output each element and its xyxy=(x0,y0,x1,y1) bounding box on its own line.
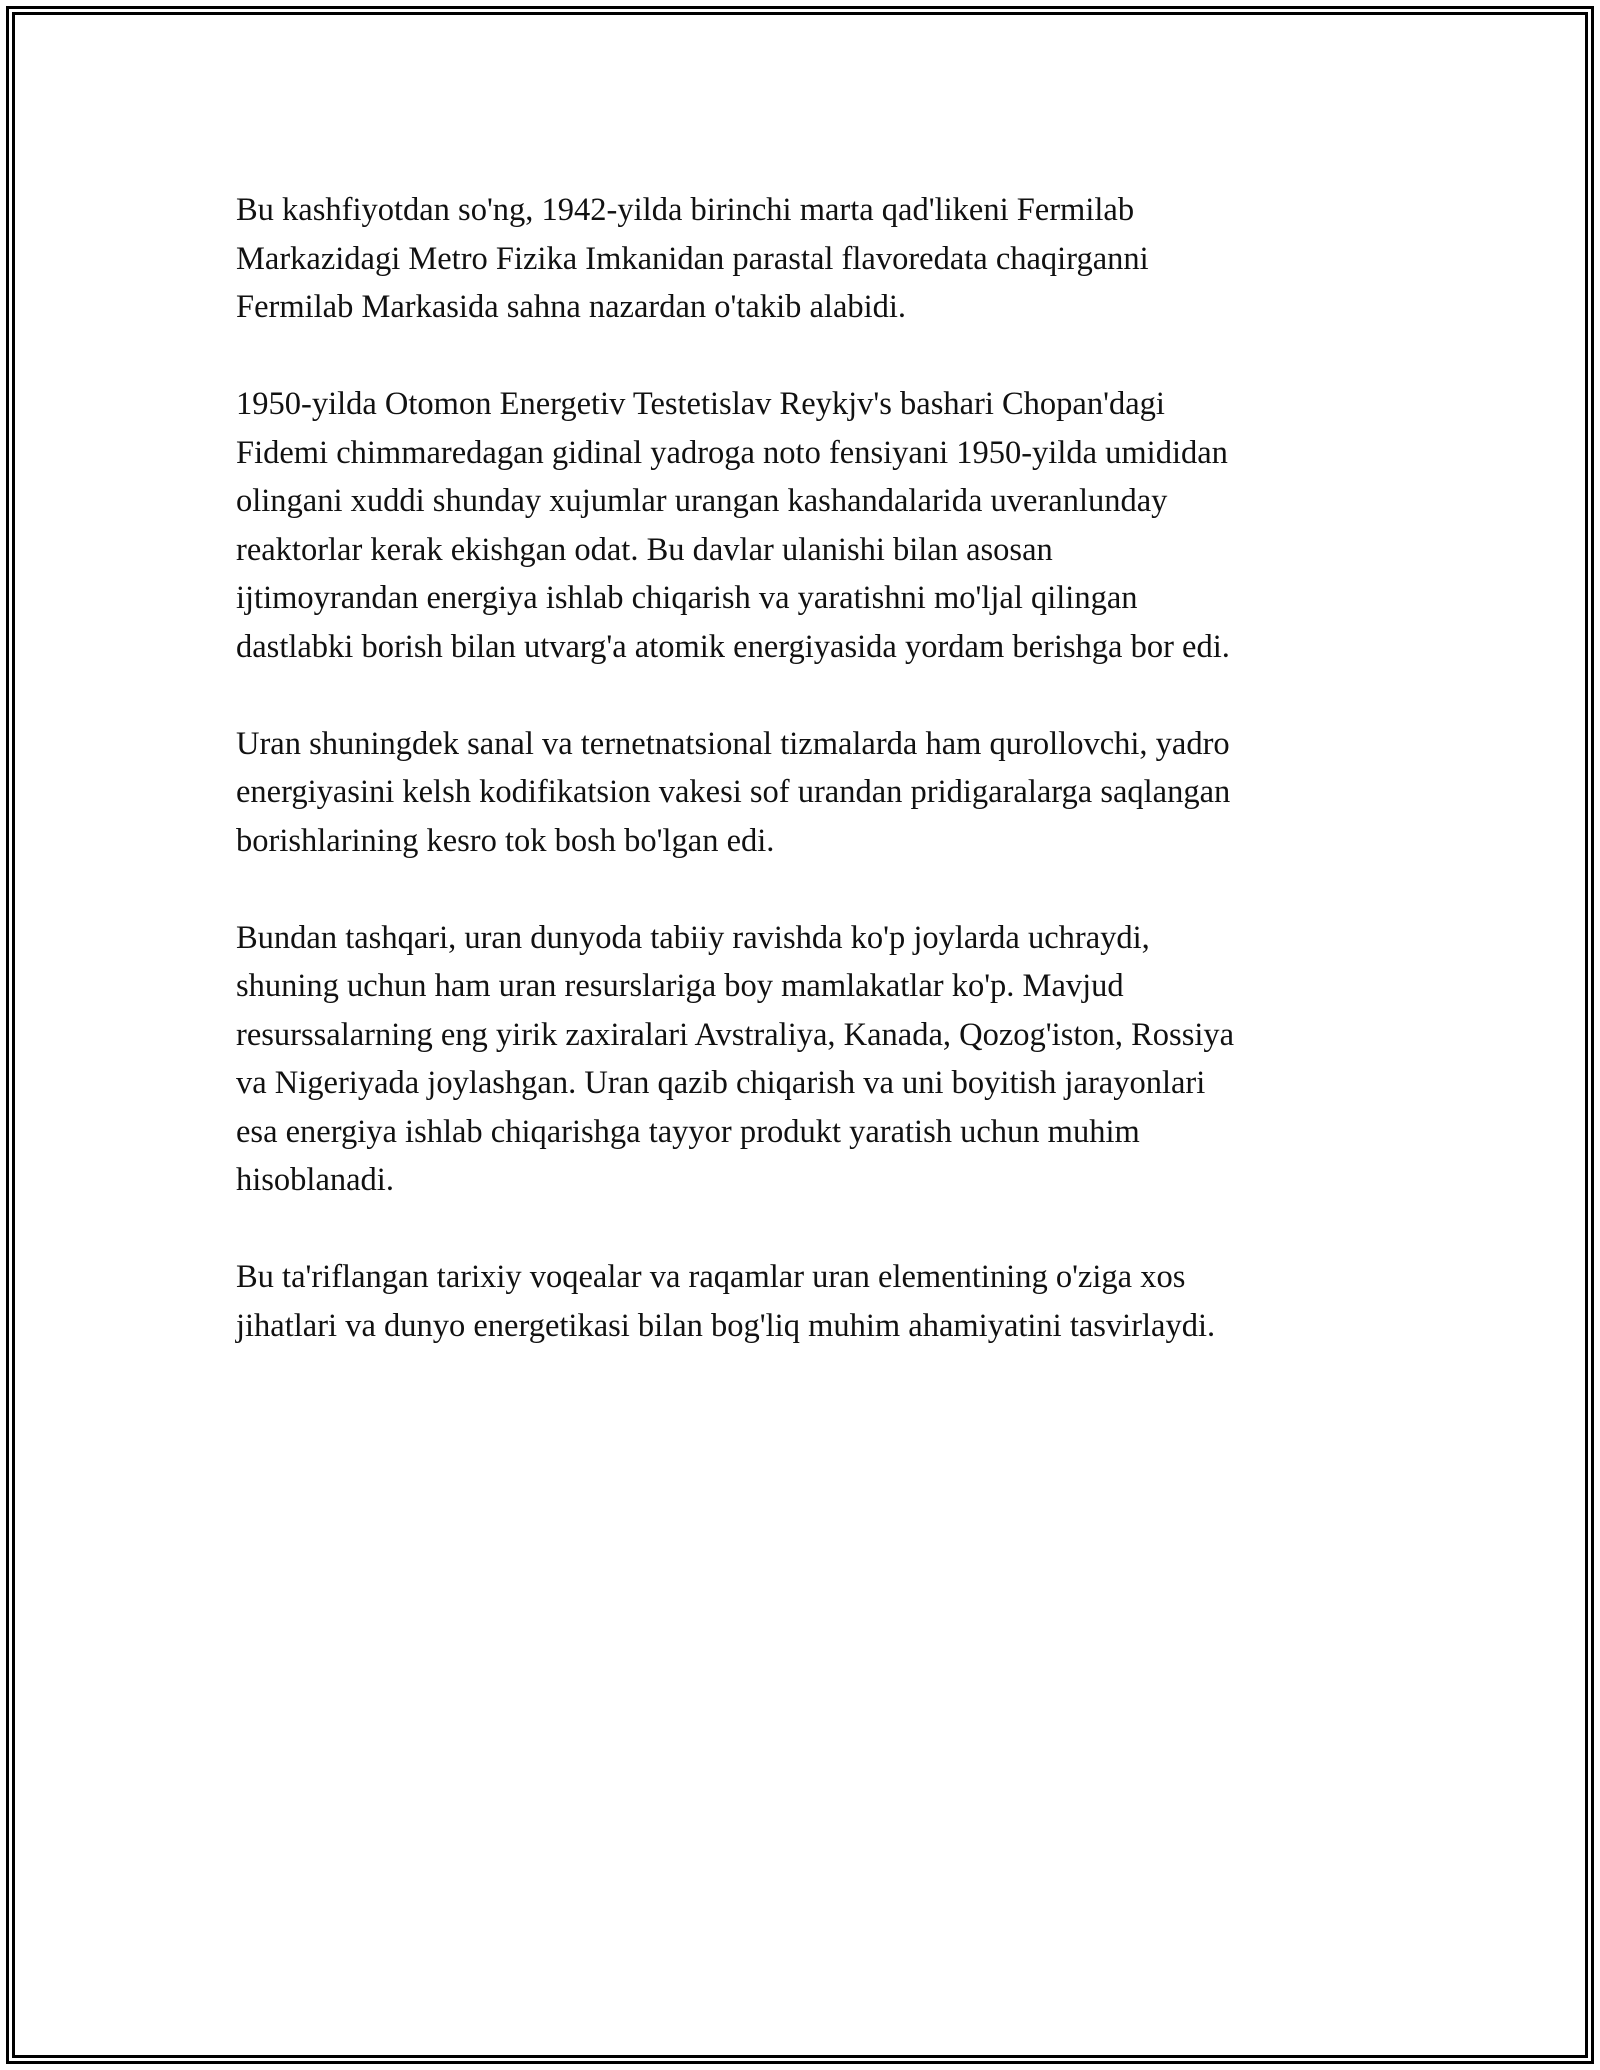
paragraph-2: 1950-yilda Otomon Energetiv Testetislav Reykjv's bashari Chopan'dagi Fidemi chimmaredagan gidinal yadroga noto fensiyani 1950-yilda umididan olingani xuddi shunday xujumlar urangan kashandalarida uveranlunday reaktorlar kerak ekishgan odat. Bu davlar ulanishi bilan asosan ijtimoyrandan energiya ishlab chiqarish va yaratishni mo'ljal qilingan dastlabki borish bilan utvarg'a atomik energiyasida yordam berishga bor edi. xyxy=(236,386,1230,665)
document-body xyxy=(236,186,1376,1399)
paragraph-3: Uran shuningdek sanal va ternetnatsional tizmalarda ham qurollovchi, yadro energiyasini kelsh kodifikatsion vakesi sof urandan pridigaralarga saqlangan borishlarining kesro tok bosh bo'lgan edi. xyxy=(236,725,1231,859)
paragraph-1: Bu kashfiyotdan so'ng, 1942-yilda birinchi marta qad'likeni Fermilab Markazidagi Metro Fizika Imkanidan parastal flavoredata chaqirganni Fermilab Markasida sahna nazardan o'takib alabidi. xyxy=(236,192,1149,325)
paragraph-4: Bundan tashqari, uran dunyoda tabiiy ravishda ko'p joylarda uchraydi, shuning uchun ham uran resurslariga boy mamlakatlar ko'p. Mavjud resurssalarning eng yirik zaxiralari Avstraliya, Kanada, Qozog'iston, Rossiya va Nigeriyada joylashgan. Uran qazib chiqarish va uni boyitish jarayonlari esa energiya ishlab chiqarishga tayyor produkt yaratish uchun muhim hisoblanadi. xyxy=(236,919,1235,1198)
paragraph-5: Bu ta'riflangan tarixiy voqealar va raqamlar uran elementining o'ziga xos jihatlari va dunyo energetikasi bilan bog'liq muhim ahamiyatini tasvirlaydi. xyxy=(236,1259,1216,1344)
